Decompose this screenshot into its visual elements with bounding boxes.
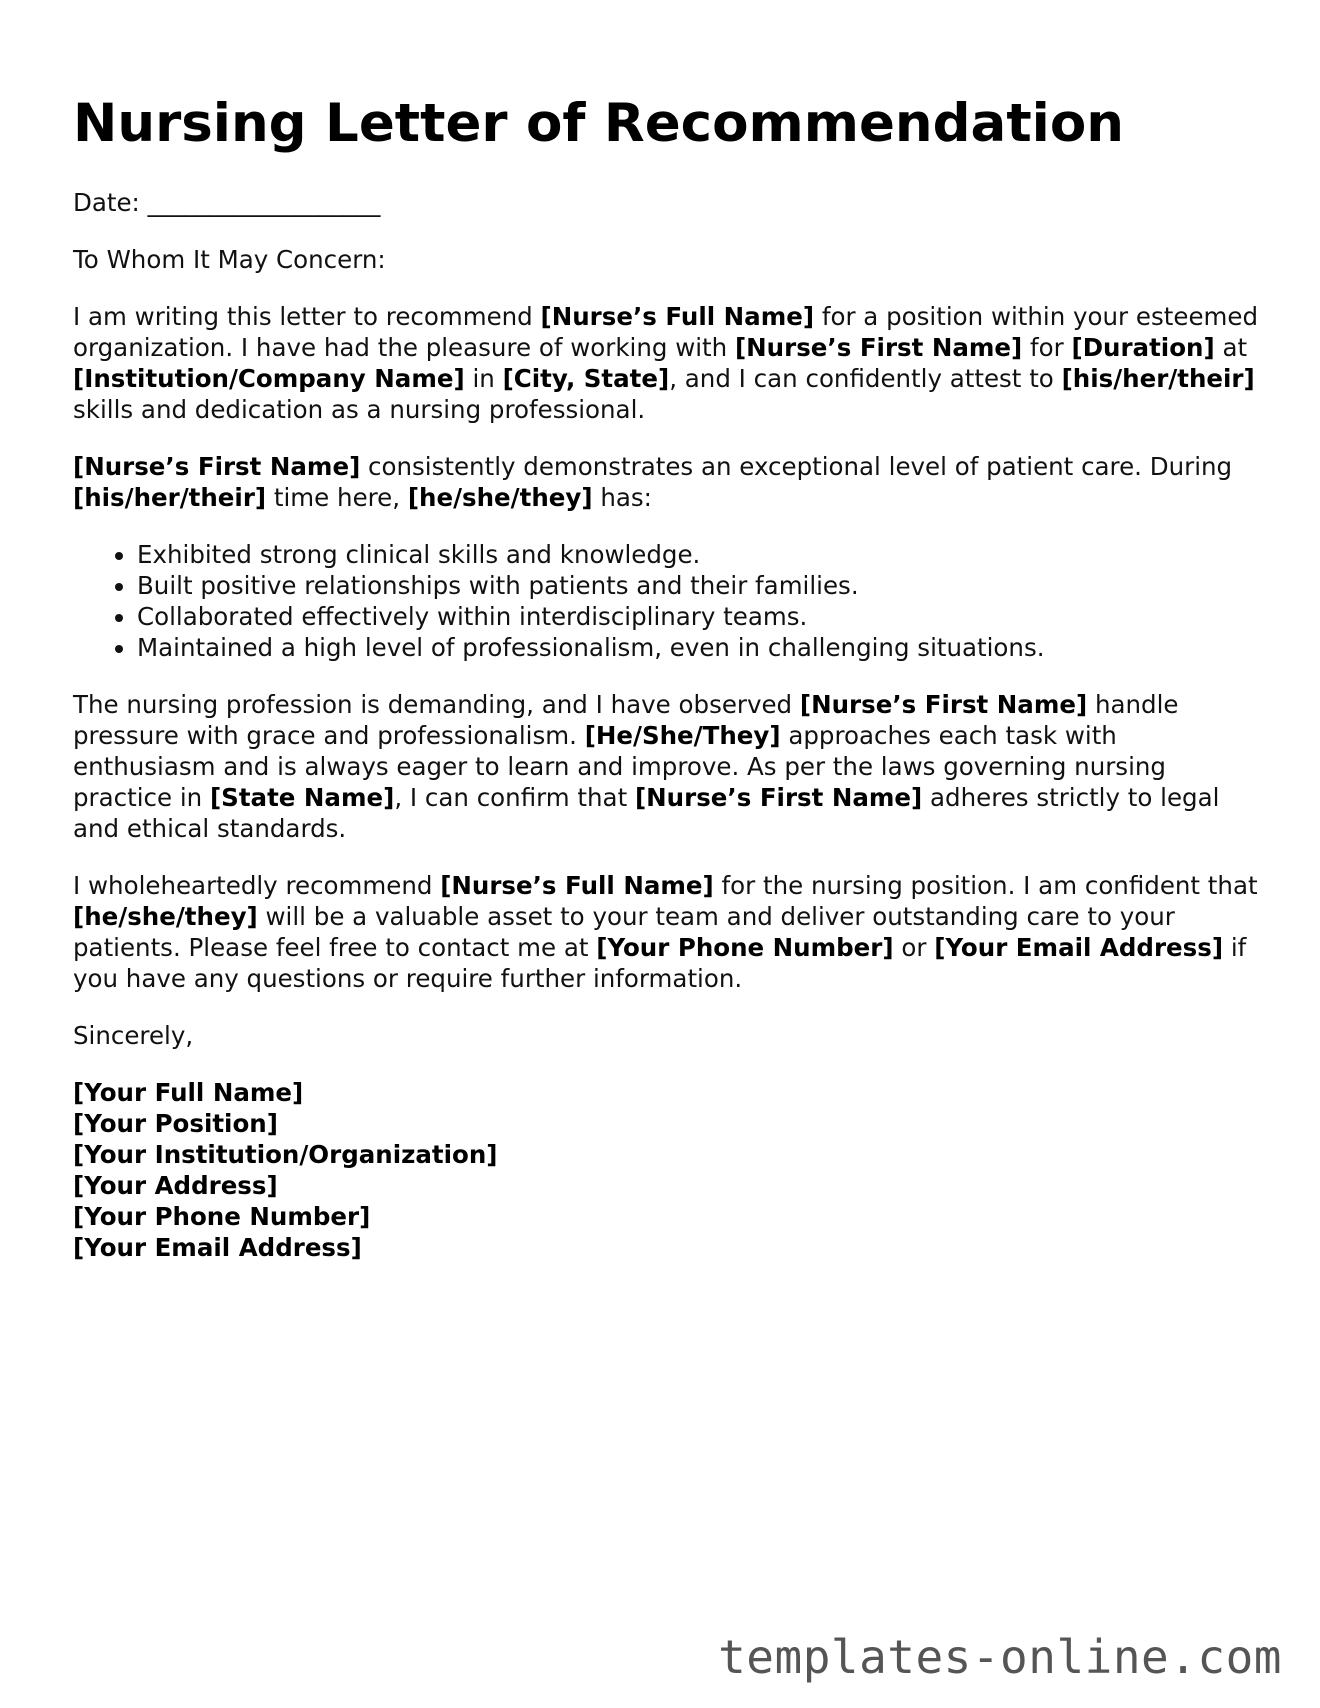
- text-segment: skills and dedication as a nursing professional.: [73, 395, 646, 424]
- placeholder-email: [Your Email Address]: [934, 933, 1224, 962]
- placeholder-institution: [Institution/Company Name]: [73, 364, 465, 393]
- text-segment: adheres strictly to legal and ethical standards.: [73, 783, 1220, 843]
- list-item: • Exhibited strong clinical skills and knowledge.: [137, 539, 1263, 570]
- placeholder-phone: [Your Phone Number]: [596, 933, 894, 962]
- placeholder-nurse-first-name: [Nurse’s First Name]: [73, 452, 361, 481]
- care-paragraph: [73, 451, 1263, 513]
- signature-line: [Your Full Name]: [73, 1078, 304, 1107]
- list-item: • Collaborated effectively within interdisciplinary teams.: [137, 601, 1263, 632]
- signature-line: [Your Email Address]: [73, 1233, 362, 1262]
- date-line: Date: ___________________: [73, 188, 381, 217]
- list-item: • Maintained a high level of professionalism, even in challenging situations.: [137, 632, 1263, 663]
- text-segment: consistently demonstrates an exceptional level of patient care. During: [360, 452, 1233, 481]
- text-segment: if you have any questions or require further information.: [73, 933, 1247, 993]
- document-title: Nursing Letter of Recommendation: [73, 93, 1124, 154]
- text-segment: handle pressure with grace and professionalism.: [73, 690, 1179, 750]
- placeholder-pronoun: [he/she/they]: [407, 483, 593, 512]
- letter-page: [73, 88, 1263, 1263]
- placeholder-pronoun: [he/she/they]: [73, 902, 258, 931]
- text-segment: will be a valuable asset to your team and deliver outstanding care to your patients. Please feel free to contact me at: [73, 902, 1175, 962]
- placeholder-pronoun: [his/her/their]: [73, 483, 267, 512]
- recommendation-paragraph: [73, 870, 1263, 994]
- placeholder-nurse-first-name: [Nurse’s First Name]: [799, 690, 1088, 719]
- text-segment: in: [464, 364, 503, 393]
- intro-paragraph: [73, 301, 1263, 425]
- text-segment: for a position within your esteemed organization. I have had the pleasure of working with: [73, 302, 1259, 362]
- text-segment: I wholeheartedly recommend: [73, 871, 441, 900]
- placeholder-nurse-first-name: [Nurse’s First Name]: [734, 333, 1023, 362]
- text-segment: at: [1214, 333, 1248, 362]
- signature-line: [Your Position]: [73, 1109, 278, 1138]
- placeholder-nurse-first-name: [Nurse’s First Name]: [634, 783, 923, 812]
- text-segment: approaches each task with enthusiasm and is always eager to learn and improve. As per the laws governing nursing practice in: [73, 721, 1166, 812]
- watermark: templates-online.com: [718, 1630, 1282, 1684]
- signature-line: [Your Phone Number]: [73, 1202, 371, 1231]
- greeting: To Whom It May Concern:: [73, 245, 386, 274]
- placeholder-pronoun: [He/She/They]: [584, 721, 781, 750]
- text-segment: or: [893, 933, 935, 962]
- text-segment: I am writing this letter to recommend: [73, 302, 541, 331]
- text-segment: , I can confirm that: [394, 783, 635, 812]
- signature-block: [73, 1077, 1263, 1263]
- placeholder-nurse-full-name: [Nurse’s Full Name]: [540, 302, 815, 331]
- text-segment: The nursing profession is demanding, and I have observed: [73, 690, 800, 719]
- placeholder-pronoun: [his/her/their]: [1061, 364, 1255, 393]
- profession-paragraph: [73, 689, 1263, 844]
- list-item: • Built positive relationships with patients and their families.: [137, 570, 1263, 601]
- text-segment: for: [1022, 333, 1072, 362]
- accomplishments-list: [73, 539, 1263, 663]
- closing: Sincerely,: [73, 1021, 194, 1050]
- text-segment: , and I can confidently attest to: [669, 364, 1062, 393]
- placeholder-duration: [Duration]: [1071, 333, 1215, 362]
- signature-line: [Your Address]: [73, 1171, 278, 1200]
- placeholder-city-state: [City, State]: [502, 364, 670, 393]
- text-segment: for the nursing position. I am confident that: [713, 871, 1258, 900]
- signature-line: [Your Institution/Organization]: [73, 1140, 498, 1169]
- text-segment: time here,: [266, 483, 408, 512]
- placeholder-nurse-full-name: [Nurse’s Full Name]: [440, 871, 714, 900]
- text-segment: has:: [592, 483, 652, 512]
- placeholder-state-name: [State Name]: [209, 783, 395, 812]
